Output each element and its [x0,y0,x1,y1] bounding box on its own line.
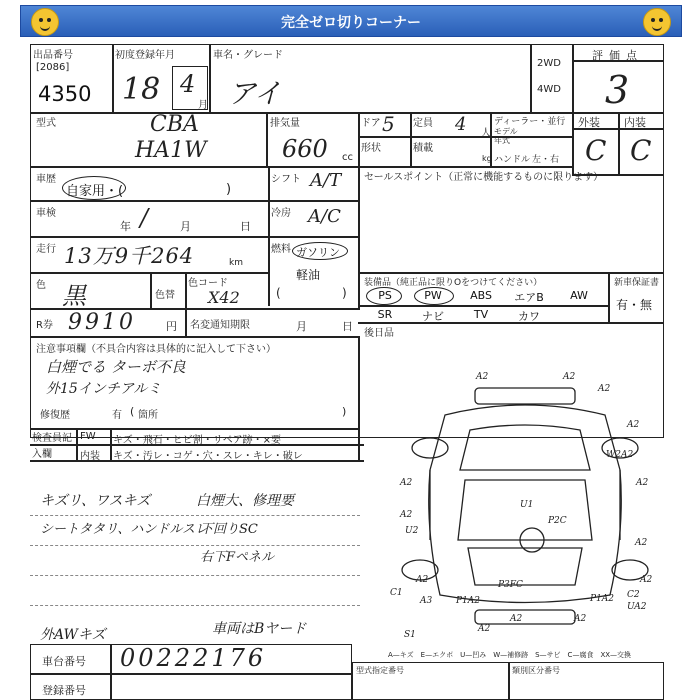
month-unit: 月 [198,100,208,111]
load-unit: kg [482,154,492,163]
shift-value: A/T [310,170,342,191]
registration-month: 4 [180,70,196,98]
repair-label: 修復歴 [40,410,70,421]
class-number-label: 類別区分番号 [512,666,560,675]
equipment-item: エアB [514,291,544,304]
displacement-unit: cc [342,152,353,163]
frame-number-value: 00222176 [120,644,267,672]
model-code1: CBA [150,112,199,137]
mileage-value: 13万9千264 [64,244,195,268]
color-code-label: 色コード [188,278,228,289]
damage-mark: A2 [400,478,413,488]
inspection-year-unit: 年 [120,220,131,233]
interior-grade: C [630,134,652,167]
damage-legend: A—キズ E—エクボ U—凹み W—補修跡 S—サビ C—腐食 XX—交換 [388,651,632,659]
drive-2wd: 2WD [537,58,561,69]
fuel-gas: ガソリン [296,246,340,259]
interior-items: キズ・汚レ・コゲ・穴・スレ・キレ・破レ [113,451,303,462]
car-name: アイ [228,77,282,110]
damage-mark: A2 [510,614,523,624]
usage-value: 自家用・( [66,184,124,199]
rear-seat-label: 後日品 [364,328,394,339]
fw-label: FW [80,431,96,442]
warranty-value: 有・無 [616,298,653,312]
damage-mark: S1 [404,630,416,640]
color-code: X42 [208,288,240,307]
equipment-item: PS [378,289,392,302]
exterior-grade: C [585,134,607,167]
damage-mark: A3 [420,596,433,606]
damage-mark: C1 [390,588,403,598]
capacity-label: 定員 [413,118,433,129]
circle-mark [292,242,348,260]
hand-note: シートタタリ、ハンドルスレ [40,522,208,537]
notes-line2: 外15インチアルミ [46,381,162,397]
load-label: 積載 [413,143,433,154]
shift-label: シフト [271,174,301,185]
hand-note: 外AWキズ [40,627,106,643]
fuel-label: 燃料 [271,244,291,255]
damage-mark: W2A2 [606,450,634,460]
shape-label: 形状 [361,143,381,154]
hand-note: 車両はBヤード [212,621,307,637]
handle-value: 左・右 [532,155,560,165]
bear-mascot-icon [643,8,671,36]
damage-mark: A2 [627,420,640,430]
equipment-item: ナビ [422,310,444,323]
dealer-label: ディーラー・並行 [494,117,566,127]
damage-mark: A2 [574,614,587,624]
damage-mark: UA2 [627,602,647,612]
inspection-day-unit: 日 [240,220,251,233]
damage-mark: A2 [400,510,413,520]
exterior-label: 外装 [578,116,600,129]
lot-sub: [2086] [36,62,70,73]
interior-label: 内装 [624,116,646,129]
inspection-month-unit: 月 [180,220,191,233]
damage-mark: A2 [476,372,489,382]
recycle-value: 9910 [68,310,136,335]
frame-number-label: 車台番号 [42,655,86,668]
damage-mark: A2 [598,384,611,394]
circle-mark [366,287,402,305]
interior-row-label: 内装 [80,451,100,462]
color-change-label: 色替 [155,290,175,301]
registration-label: 初度登録年月 [115,50,175,61]
aircon-label: 冷房 [271,208,291,219]
header-bar [20,5,682,37]
mileage-unit: km [229,258,243,268]
hand-note: 右下Fペネル [200,550,275,565]
repair-has: 有 [112,410,122,421]
sales-point-label: セールスポイント（正常に機能するものに限ります） [364,172,604,183]
inspector-label: 検査員記入欄 [32,433,72,460]
capacity-value: 4 [455,114,467,135]
equipment-item: PW [424,289,442,302]
fw-items: キズ・飛石・ヒビ割・リペア跡・×要 [113,435,281,446]
damage-mark: U2 [405,526,419,536]
deregister-day: 日 [342,320,353,333]
damage-mark: A2 [478,624,491,634]
damage-mark: A2 [416,575,429,585]
damage-mark: A2 [635,538,648,548]
drive-4wd: 4WD [537,84,561,95]
color-label: 色 [36,280,46,291]
mileage-label: 走行 [36,244,56,255]
deregister-month: 月 [296,320,307,333]
model-code2: HA1W [135,138,207,163]
car-name-label: 車名・グレード [213,50,283,61]
inspection-label: 車検 [36,208,56,219]
color-value: 黒 [62,282,86,310]
displacement-label: 排気量 [270,118,300,129]
damage-mark: P1A2 [456,596,481,606]
damage-mark: P2C [548,516,567,526]
notes-line1: 白煙でる ターボ不良 [46,358,186,376]
doors-label: ドア [361,118,381,129]
damage-mark: P3FC [498,580,523,590]
damage-mark: C2 [627,590,640,600]
damage-mark: A2 [563,372,576,382]
equipment-item: カワ [518,310,540,323]
hand-note: キズリ、ワスキズ [40,493,151,509]
registration-year: 18 [122,72,161,107]
equipment-item: SR [377,308,393,321]
model-year-label: モデル年式 [494,127,518,145]
damage-mark: A2 [636,478,649,488]
reg-number-label: 登録番号 [42,684,86,697]
damage-mark: U1 [520,500,534,510]
damage-mark: A2 [640,575,653,585]
circle-mark [414,287,454,305]
damage-mark: P1A2 [590,594,615,604]
circle-mark [62,176,126,200]
displacement-value: 660 [282,135,328,163]
page-title: 完全ゼロ切りコーナー [281,15,421,31]
lot-label: 出品番号 [33,50,73,61]
usage-label: 車歴 [36,174,56,185]
hand-note: 白煙大、修理要 [196,493,294,509]
equipment-label: 装備品（純正品に限りOをつけてください） [364,278,543,288]
recycle-label: R券 [36,320,53,331]
recycle-unit: 円 [166,320,177,333]
type-spec-label: 型式指定番号 [356,666,404,675]
warranty-label: 新車保証書 [614,278,660,288]
capacity-unit: 人 [481,128,491,139]
equipment-item: TV [473,308,489,321]
score-value: 3 [605,68,630,112]
hand-note: 下回りSC [200,522,258,537]
aircon-value: A/C [308,206,341,227]
notes-label: 注意事項欄（不具合内容は具体的に記入して下さい） [36,344,276,355]
handle-label: ハンドル [494,155,531,165]
model-label: 型式 [36,118,56,129]
equipment-item: AW [570,289,588,302]
repair-places: 箇所 [138,410,158,421]
fuel-diesel: 軽油 [296,268,321,282]
score-label: 評価点 [592,49,643,62]
doors-value: 5 [382,112,395,136]
lot-number: 4350 [38,82,92,106]
equipment-item: ABS [470,289,492,302]
deregister-label: 名変通知期限 [190,320,250,331]
